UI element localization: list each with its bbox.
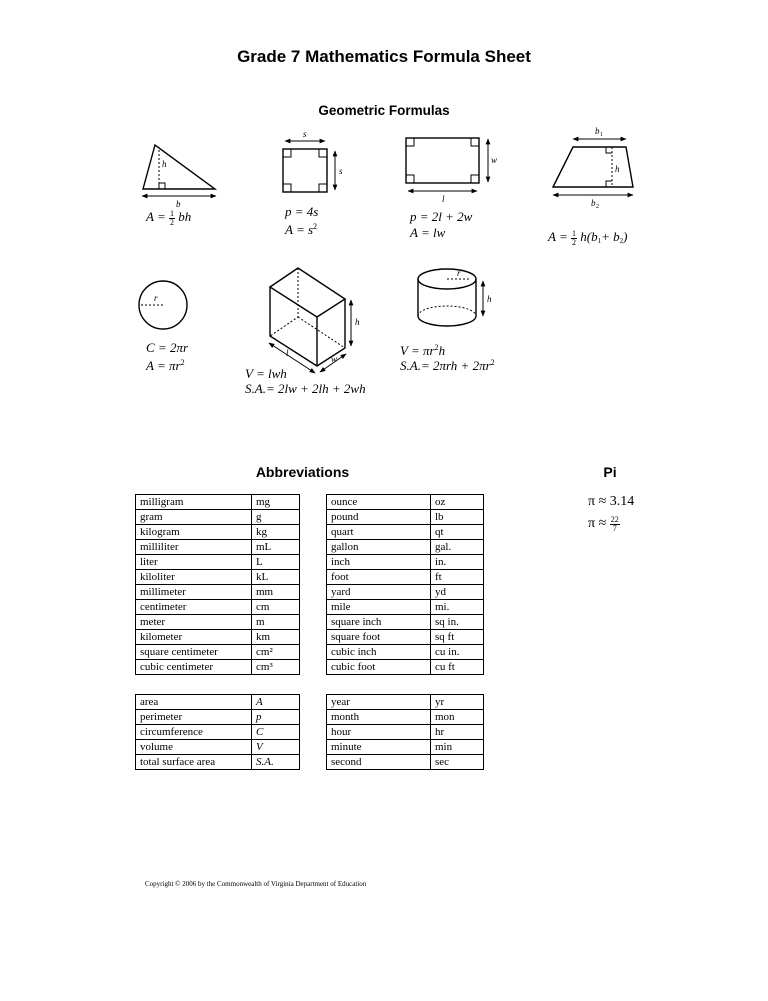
pi-approx-decimal: π ≈ 3.14 [588, 494, 635, 509]
unit-name: square inch [327, 615, 431, 630]
rectangle-perimeter-formula: p = 2l + 2w [410, 209, 473, 224]
unit-abbreviation: mi. [431, 600, 484, 615]
unit-abbreviation: hr [431, 725, 484, 740]
trapezoid-height-label: h [615, 164, 620, 174]
unit-name: ounce [327, 495, 431, 510]
table-row [327, 755, 484, 770]
unit-abbreviation: ft [431, 570, 484, 585]
copyright-notice: Copyright © 2006 by the Commonwealth of Virginia Department of Education [145, 880, 367, 888]
pi-approximations [588, 492, 634, 536]
rectangular-prism-figure [269, 268, 351, 373]
unit-name: milliliter [136, 540, 252, 555]
unit-abbreviation: in. [431, 555, 484, 570]
table-row [327, 660, 484, 675]
table-row [136, 695, 300, 710]
unit-name: mile [327, 600, 431, 615]
prism-height-label: h [355, 317, 360, 327]
unit-abbreviation: V [252, 740, 300, 755]
table-row [136, 630, 300, 645]
rectangle-length-label: l [442, 194, 445, 204]
cylinder-volume-formula: $V = \pi r^2h$ [400, 343, 446, 358]
unit-abbreviation: km [252, 630, 300, 645]
unit-abbreviation: cm [252, 600, 300, 615]
circle-figure [139, 281, 187, 329]
unit-abbreviation: cu in. [431, 645, 484, 660]
unit-abbreviation: S.A. [252, 755, 300, 770]
circle-area-formula: $A = \pi r^2$ [146, 358, 185, 373]
rectangle-area-formula: A = lw [410, 225, 446, 240]
unit-name: centimeter [136, 600, 252, 615]
unit-name: total surface area [136, 755, 252, 770]
customary-units-table [326, 494, 484, 675]
cylinder-radius-label: r [457, 268, 461, 278]
unit-name: quart [327, 525, 431, 540]
unit-abbreviation: g [252, 510, 300, 525]
rectangle-width-label: w [491, 155, 498, 165]
unit-abbreviation: C [252, 725, 300, 740]
table-row [136, 495, 300, 510]
table-row [136, 660, 300, 675]
trapezoid-area-formula: A = $\frac{1}{2}$ h(b1+ b2) [548, 229, 628, 247]
geometric-figures [0, 0, 768, 460]
unit-name: area [136, 695, 252, 710]
unit-name: meter [136, 615, 252, 630]
unit-abbreviation: sq ft [431, 630, 484, 645]
unit-name: month [327, 710, 431, 725]
table-row [136, 740, 300, 755]
unit-name: kilometer [136, 630, 252, 645]
table-row [327, 600, 484, 615]
table-row [327, 540, 484, 555]
table-row [327, 615, 484, 630]
unit-name: cubic foot [327, 660, 431, 675]
trapezoid-b1-subscript: 1 [600, 132, 603, 138]
unit-abbreviation: mon [431, 710, 484, 725]
table-row [136, 510, 300, 525]
table-row [327, 525, 484, 540]
cylinder-height-label: h [487, 294, 492, 304]
unit-abbreviation: p [252, 710, 300, 725]
circle-radius-label: r [154, 293, 158, 303]
unit-abbreviation: yr [431, 695, 484, 710]
square-side-label-top: s [303, 129, 307, 139]
unit-name: yard [327, 585, 431, 600]
table-row [327, 695, 484, 710]
unit-name: kiloliter [136, 570, 252, 585]
table-row [327, 585, 484, 600]
unit-abbreviation: L [252, 555, 300, 570]
unit-abbreviation: lb [431, 510, 484, 525]
unit-name: minute [327, 740, 431, 755]
page-title: Grade 7 Mathematics Formula Sheet [237, 47, 531, 66]
unit-abbreviation: sec [431, 755, 484, 770]
unit-name: gram [136, 510, 252, 525]
table-row [327, 710, 484, 725]
triangle-figure [142, 145, 216, 196]
unit-abbreviation: cm² [252, 645, 300, 660]
table-row [136, 585, 300, 600]
table-row [327, 495, 484, 510]
prism-length-label: l [286, 348, 289, 358]
table-row [136, 525, 300, 540]
table-row [327, 725, 484, 740]
unit-name: foot [327, 570, 431, 585]
table-row [136, 540, 300, 555]
table-row [327, 570, 484, 585]
unit-abbreviation: oz [431, 495, 484, 510]
unit-name: liter [136, 555, 252, 570]
unit-name: inch [327, 555, 431, 570]
unit-abbreviation: kg [252, 525, 300, 540]
triangle-height-label: h [162, 159, 167, 169]
table-row [136, 615, 300, 630]
unit-name: milligram [136, 495, 252, 510]
table-row [136, 570, 300, 585]
unit-name: kilogram [136, 525, 252, 540]
table-row [136, 600, 300, 615]
unit-abbreviation: cm³ [252, 660, 300, 675]
unit-abbreviation: gal. [431, 540, 484, 555]
unit-name: second [327, 755, 431, 770]
table-row [327, 740, 484, 755]
table-row [327, 645, 484, 660]
unit-name: square centimeter [136, 645, 252, 660]
unit-abbreviation: A [252, 695, 300, 710]
triangle-area-formula: A = $\frac{1}{2}$ bh [146, 209, 192, 227]
trapezoid-figure [553, 139, 633, 195]
unit-abbreviation: mL [252, 540, 300, 555]
metric-units-table [135, 494, 300, 675]
unit-name: year [327, 695, 431, 710]
square-perimeter-formula: p = 4s [285, 204, 319, 219]
table-row [136, 555, 300, 570]
trapezoid-b2-label: b [591, 198, 596, 208]
unit-name: perimeter [136, 710, 252, 725]
table-row [136, 645, 300, 660]
square-figure [283, 141, 335, 192]
unit-name: millimeter [136, 585, 252, 600]
unit-abbreviation: mg [252, 495, 300, 510]
triangle-base-label: b [176, 199, 181, 209]
table-row [327, 555, 484, 570]
unit-abbreviation: qt [431, 525, 484, 540]
circle-circumference-formula: C = 2πr [146, 340, 189, 355]
unit-abbreviation: yd [431, 585, 484, 600]
unit-abbreviation: mm [252, 585, 300, 600]
unit-name: pound [327, 510, 431, 525]
unit-name: gallon [327, 540, 431, 555]
table-row [136, 755, 300, 770]
trapezoid-b1-label: b [595, 126, 600, 136]
prism-width-label: w [331, 354, 338, 364]
unit-abbreviation: m [252, 615, 300, 630]
geometric-formulas-heading: Geometric Formulas [318, 103, 450, 118]
unit-abbreviation: min [431, 740, 484, 755]
unit-name: square foot [327, 630, 431, 645]
pi-heading: Pi [603, 464, 617, 480]
unit-abbreviation: kL [252, 570, 300, 585]
abbreviations-heading: Abbreviations [255, 464, 350, 480]
trapezoid-b2-subscript: 2 [596, 204, 599, 210]
prism-surface-area-formula: S.A.= 2lw + 2lh + 2wh [245, 381, 366, 396]
table-row [136, 725, 300, 740]
unit-name: volume [136, 740, 252, 755]
unit-name: circumference [136, 725, 252, 740]
table-row [136, 710, 300, 725]
table-row [327, 630, 484, 645]
unit-abbreviation: cu ft [431, 660, 484, 675]
prism-volume-formula: V = lwh [245, 366, 287, 381]
pi-approx-fraction: π ≈ $\frac{22}{7}$ [588, 515, 619, 533]
time-units-table [326, 694, 484, 770]
unit-name: cubic centimeter [136, 660, 252, 675]
table-row [327, 510, 484, 525]
rectangle-figure [406, 138, 488, 191]
cylinder-figure [418, 269, 483, 326]
cylinder-surface-area-formula: $S.A.= 2\pi rh + 2\pi r^2$ [400, 358, 495, 373]
unit-name: hour [327, 725, 431, 740]
square-side-label-right: s [339, 166, 343, 176]
geometry-terms-table [135, 694, 300, 770]
unit-name: cubic inch [327, 645, 431, 660]
square-area-formula: $A = s^2$ [285, 222, 318, 237]
unit-abbreviation: sq in. [431, 615, 484, 630]
